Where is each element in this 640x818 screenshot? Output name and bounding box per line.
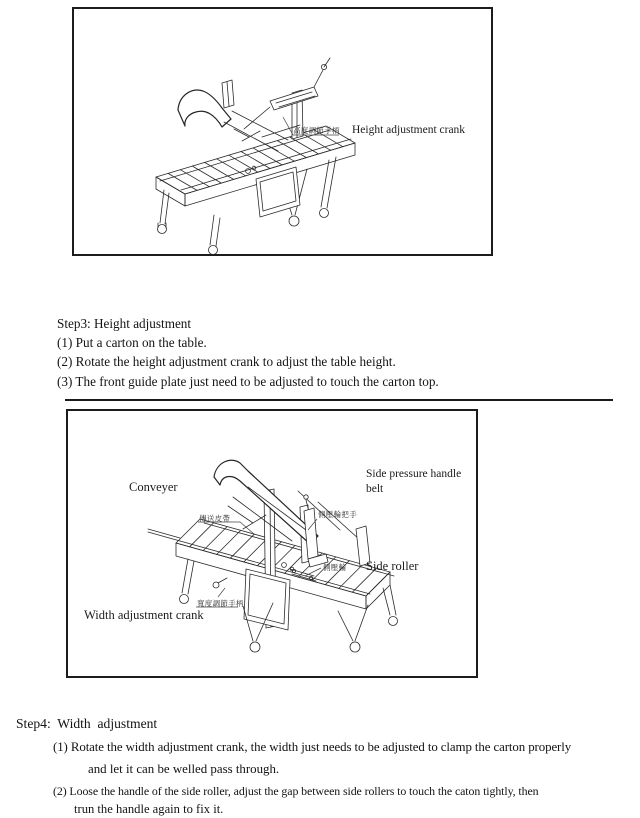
figure2-side-roller-label-cn: 側壓輪 <box>323 563 347 572</box>
figure1-caption-en: Height adjustment crank <box>352 124 466 136</box>
step3-item-3: (3) The front guide plate just need to be adjusted to touch the carton top. <box>57 373 439 389</box>
figure2-conveyor-belt-label-cn: 傳送皮帶 <box>199 514 231 523</box>
step3-section <box>57 314 439 391</box>
figure2-side-pressure-label <box>366 467 461 497</box>
machine-drawing-width-adjustment <box>68 411 476 676</box>
figure2-side-roller-label-en: Side roller <box>366 559 419 573</box>
figure2-side-pressure-line2: belt <box>366 483 384 495</box>
figure-box-height-adjustment <box>72 7 493 256</box>
step4-item1-line2: and let it can be welled pass through. <box>88 762 280 776</box>
figure2-width-crank-label-cn: 寬度調節手柄 <box>197 599 244 608</box>
figure2-side-roller-handle-label-cn: 側壓輪把手 <box>318 510 357 519</box>
figure2-width-crank-label-en: Width adjustment crank <box>84 608 204 622</box>
step4-item2-line1: (2) Loose the handle of the side roller, adjust the gap between side rollers to touch the caton tightly, then <box>53 784 539 798</box>
figure2-conveyer-label: Conveyer <box>129 480 178 494</box>
section-divider-line <box>65 399 613 401</box>
figure2-side-pressure-line1: Side pressure handle <box>366 468 462 480</box>
step4-heading: Step4: Width adjustment <box>16 716 158 731</box>
step3-item-1: (1) Put a carton on the table. <box>57 335 207 351</box>
step4-item1-line1: (1) Rotate the width adjustment crank, the width just needs to be adjusted to clamp the carton properly <box>53 740 572 754</box>
figure-box-width-adjustment <box>66 409 478 678</box>
figure1-caption-cn: 高度調節手柄 <box>293 126 340 135</box>
step3-heading: Step3: Height adjustment <box>57 316 192 331</box>
step4-item2-line2: trun the handle again to fix it. <box>74 802 224 816</box>
step3-item-2: (2) Rotate the height adjustment crank to adjust the table height. <box>57 354 396 370</box>
